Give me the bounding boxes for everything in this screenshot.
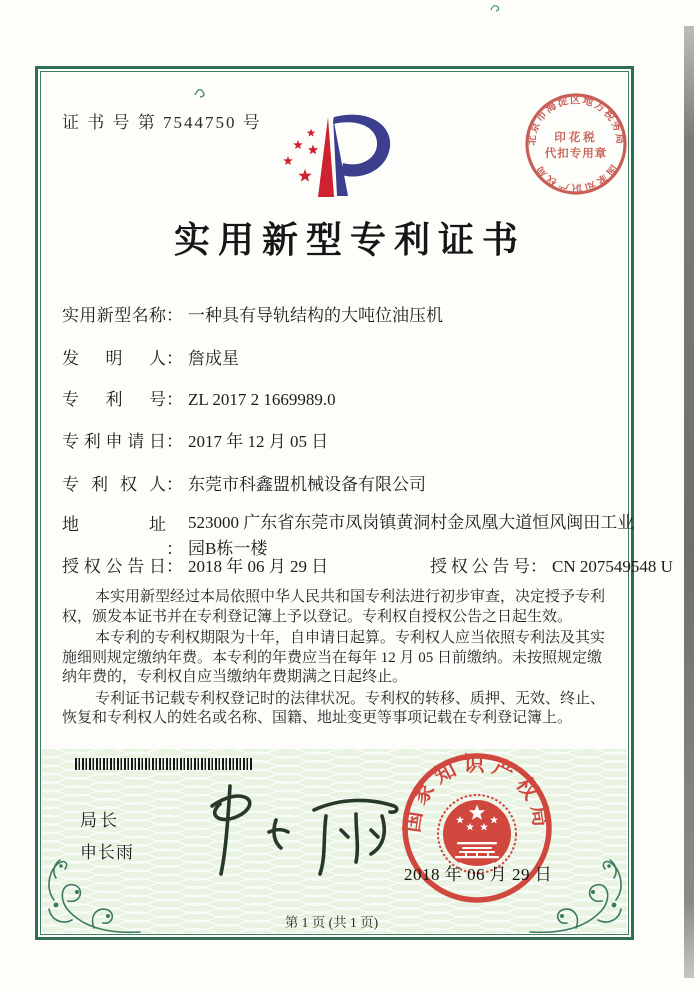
field-value: 詹成星 (188, 349, 239, 368)
tax-stamp-center-line1: 印花税 (554, 132, 598, 144)
field-label: 地址 (62, 515, 166, 534)
field-value: 523000 广东省东莞市凤岗镇黄洞村金凤凰大道恒风闽田工业园B栋一楼 (188, 513, 635, 559)
certificate-number: 证 书 号 第 7544750 号 (62, 113, 262, 132)
field-row-filing-date: 专利申请日： 2017 年 12 月 05 日 (62, 427, 328, 452)
field-value: ZL 2017 2 1669989.0 (188, 390, 336, 409)
logo-p-stem (333, 117, 348, 196)
seal-date: 2018 年 06 月 29 日 (404, 865, 553, 884)
field-label: 专利权人 (62, 475, 166, 494)
scan-artifact-mark (489, 2, 503, 14)
scan-artifact-mark (193, 85, 209, 101)
field-label: 发明人 (62, 349, 166, 368)
field-label: 授权公告号 (430, 557, 530, 576)
field-label: 专利申请日 (62, 432, 166, 451)
field-row-address: 地址：523000 广东省东莞市凤岗镇黄洞村金凤凰大道恒风闽田工业园B栋一楼 (62, 510, 640, 563)
certificate-title: 实用新型专利证书 (173, 220, 526, 260)
legal-paragraph-2: 本专利的专利权期限为十年，自申请日起算。专利权人应当依照专利法及其实施细则规定缴纳年费。本专利的年费应当在每年 12 月 05 日前缴纳。未按照规定缴纳年费的，专利权自应当缴纳年费期满之日起终止。 (62, 630, 606, 685)
page-number: 第 1 页 (共 1 页) (284, 915, 379, 930)
field-value: 2017 年 12 月 05 日 (188, 432, 329, 451)
officer-signature (170, 778, 410, 882)
field-label: 授权公告日 (62, 557, 166, 576)
field-value: 一种具有导轨结构的大吨位油压机 (188, 306, 443, 325)
field-row-grant-date: 授权公告日： 2018 年 06 月 29 日 授权公告号： CN 207549548 U (62, 552, 328, 577)
officer-name: 申长雨 (80, 843, 134, 862)
field-value: 2018 年 06 月 29 日 (188, 557, 329, 576)
legal-paragraph-3: 专利证书记载专利权登记时的法律状况。专利权的转移、质押、无效、终止、恢复和专利权人的姓名或名称、国籍、地址变更等事项记载在专利登记簿上。 (62, 690, 606, 726)
tax-stamp-top-arc: 北京市海淀区地方税务局 (526, 94, 626, 147)
field-label: 实用新型名称 (62, 306, 166, 325)
legal-paragraph-1: 本实用新型经过本局依照中华人民共和国专利法进行初步审查，决定授予专利权，颁发本证书并在专利登记簿上予以登记。专利权自授权公告之日起生效。 (62, 589, 606, 625)
tax-stamp-center-line2: 代扣专用章 (544, 148, 608, 160)
svg-text:国家知识产权局 (532, 162, 621, 195)
cnipa-logo (280, 112, 398, 202)
logo-red-wedge (318, 117, 334, 197)
tax-stamp-bottom-arc: 国家知识产权局 (533, 162, 619, 194)
field-row-patentee: 专利权人： 东莞市科鑫盟机械设备有限公司 (62, 470, 426, 495)
field-grant-no: 授权公告号： CN 207549548 U (430, 552, 673, 577)
field-row-name: 实用新型名称： 一种具有导轨结构的大吨位油压机 (62, 301, 443, 326)
officer-title: 局长 (80, 811, 120, 830)
field-row-inventor: 发明人： 詹成星 (62, 344, 239, 369)
tax-stamp-seal (520, 88, 632, 200)
barcode (75, 758, 253, 770)
seal-arc-text: 国家知识产权局 (399, 752, 555, 835)
field-label: 专利号 (62, 390, 166, 409)
field-row-patent-no: 专利号： ZL 2017 2 1669989.0 (62, 385, 336, 410)
legal-text-block (62, 588, 614, 731)
field-value: CN 207549548 U (552, 557, 673, 576)
field-value: 东莞市科鑫盟机械设备有限公司 (188, 475, 426, 494)
scan-edge-shadow (684, 26, 694, 978)
